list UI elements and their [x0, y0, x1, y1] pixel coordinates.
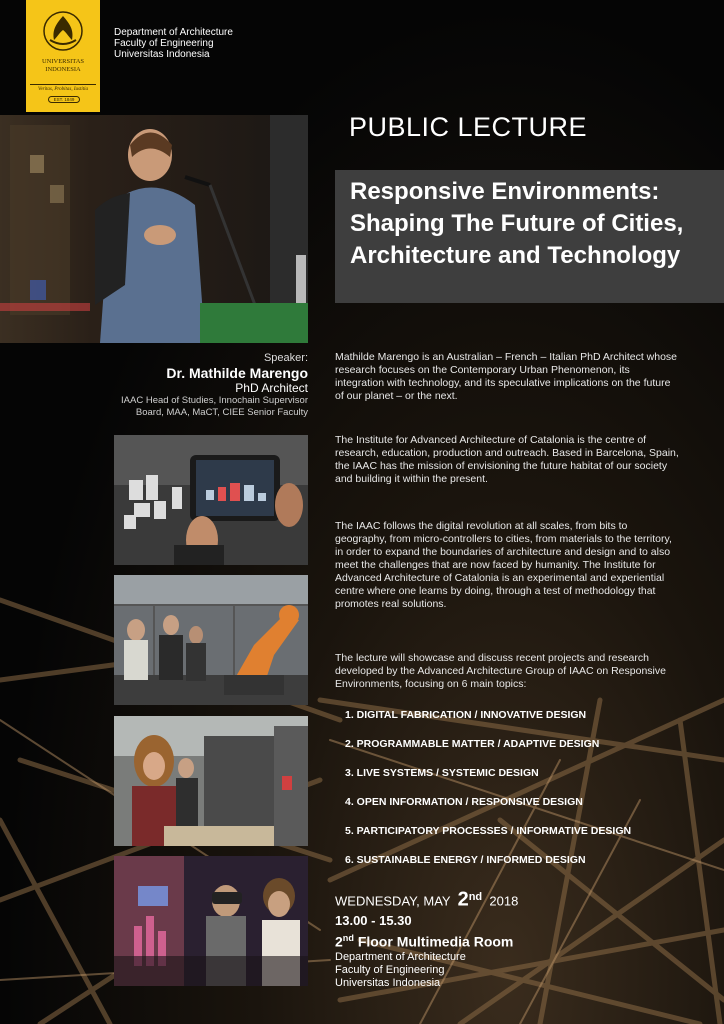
page-title: PUBLIC LECTURE	[349, 112, 588, 142]
logo-motto: Veritas, Probitas, Iustitia	[30, 84, 96, 92]
photo-tablet-ar	[114, 435, 308, 565]
event-year: 2018	[489, 893, 519, 909]
topic-item: 3. LIVE SYSTEMS / SYSTEMIC DESIGN	[345, 767, 539, 779]
photo-workshop	[114, 716, 308, 846]
topic-item: 2. PROGRAMMABLE MATTER / ADAPTIVE DESIGN	[345, 738, 600, 750]
paragraph-iaac-intro: The Institute for Advanced Architecture of Catalonia is the centre of research, education, production and outreach. Based in Barcelona, Spain, the IAAC has the mission of envisioning the future habitat of our society and building it within the present.	[335, 434, 679, 485]
event-day: 2	[457, 888, 469, 911]
event-room-name: Floor Multimedia Room	[357, 933, 514, 950]
photo-robot-arm	[114, 575, 308, 705]
photo-vr-headsets	[114, 856, 308, 986]
university-logo	[26, 0, 100, 112]
header-line-university: Universitas Indonesia	[114, 49, 210, 60]
header-line-faculty: Faculty of Engineering	[114, 38, 214, 49]
logo-text-line2: INDONESIA	[45, 66, 81, 73]
event-date	[335, 886, 518, 912]
makara-seal-icon	[42, 10, 84, 52]
speaker-info	[114, 352, 308, 419]
paragraph-speaker-bio: Mathilde Marengo is an Australian – French – Italian PhD Architect whose research focuses on the Contemporary Urban Phenomenon, its integration with technology, and its speculative implications on the future of our planet – or the next.	[335, 351, 678, 402]
speaker-name: Dr. Mathilde Marengo	[166, 365, 308, 381]
topic-item: 6. SUSTAINABLE ENERGY / INFORMED DESIGN	[345, 854, 586, 866]
topic-item: 4. OPEN INFORMATION / RESPONSIVE DESIGN	[345, 796, 583, 808]
department-header	[114, 27, 233, 60]
topic-item: 5. PARTICIPATORY PROCESSES / INFORMATIVE DESIGN	[345, 825, 632, 837]
speaker-title: PhD Architect	[235, 381, 308, 395]
event-day-suffix: nd	[468, 891, 483, 903]
header-line-department: Department of Architecture	[114, 27, 233, 38]
event-university: Universitas Indonesia	[335, 976, 441, 989]
event-details	[335, 886, 518, 990]
speaker-photo	[0, 115, 308, 343]
event-floor-number: 2	[335, 933, 343, 950]
event-room	[335, 929, 518, 951]
paragraph-lecture-topics-intro: The lecture will showcase and discuss recent projects and research developed by the Advanced Architecture Group of IAAC on Responsive Environments, focusing on 6 main topics:	[335, 652, 666, 690]
logo-est: EST. 1849	[48, 96, 80, 103]
topics-list	[345, 709, 631, 883]
event-weekday-month: WEDNESDAY, MAY	[335, 893, 451, 909]
lecture-subtitle: Responsive Environments: Shaping The Future of Cities, Architecture and Technology	[350, 178, 684, 269]
event-faculty: Faculty of Engineering	[335, 963, 445, 976]
speaker-affiliation: IAAC Head of Studies, Innochain Supervisor Board, MAA, MaCT, CIEE Senior Faculty	[121, 395, 308, 418]
event-time: 13.00 - 15.30	[335, 913, 412, 929]
topic-item: 1. DIGITAL FABRICATION / INNOVATIVE DESIGN	[345, 709, 587, 721]
event-department: Department of Architecture	[335, 950, 466, 963]
subtitle-box	[335, 170, 724, 303]
event-floor-suffix: nd	[342, 933, 354, 944]
speaker-label: Speaker:	[263, 352, 308, 364]
logo-text-line1: UNIVERSITAS	[41, 58, 85, 65]
paragraph-iaac-mission: The IAAC follows the digital revolution at all scales, from bits to geography, from micro-controllers to cities, from materials to the territory, in order to expand the boundaries of architecture and design and to also meet the challenges that are now faced by humanity. The Institute for Advanced Architecture of Catalonia is an experimental and experiential centre where one learns by doing, through a test of methodology that promotes real solutions.	[335, 520, 672, 610]
